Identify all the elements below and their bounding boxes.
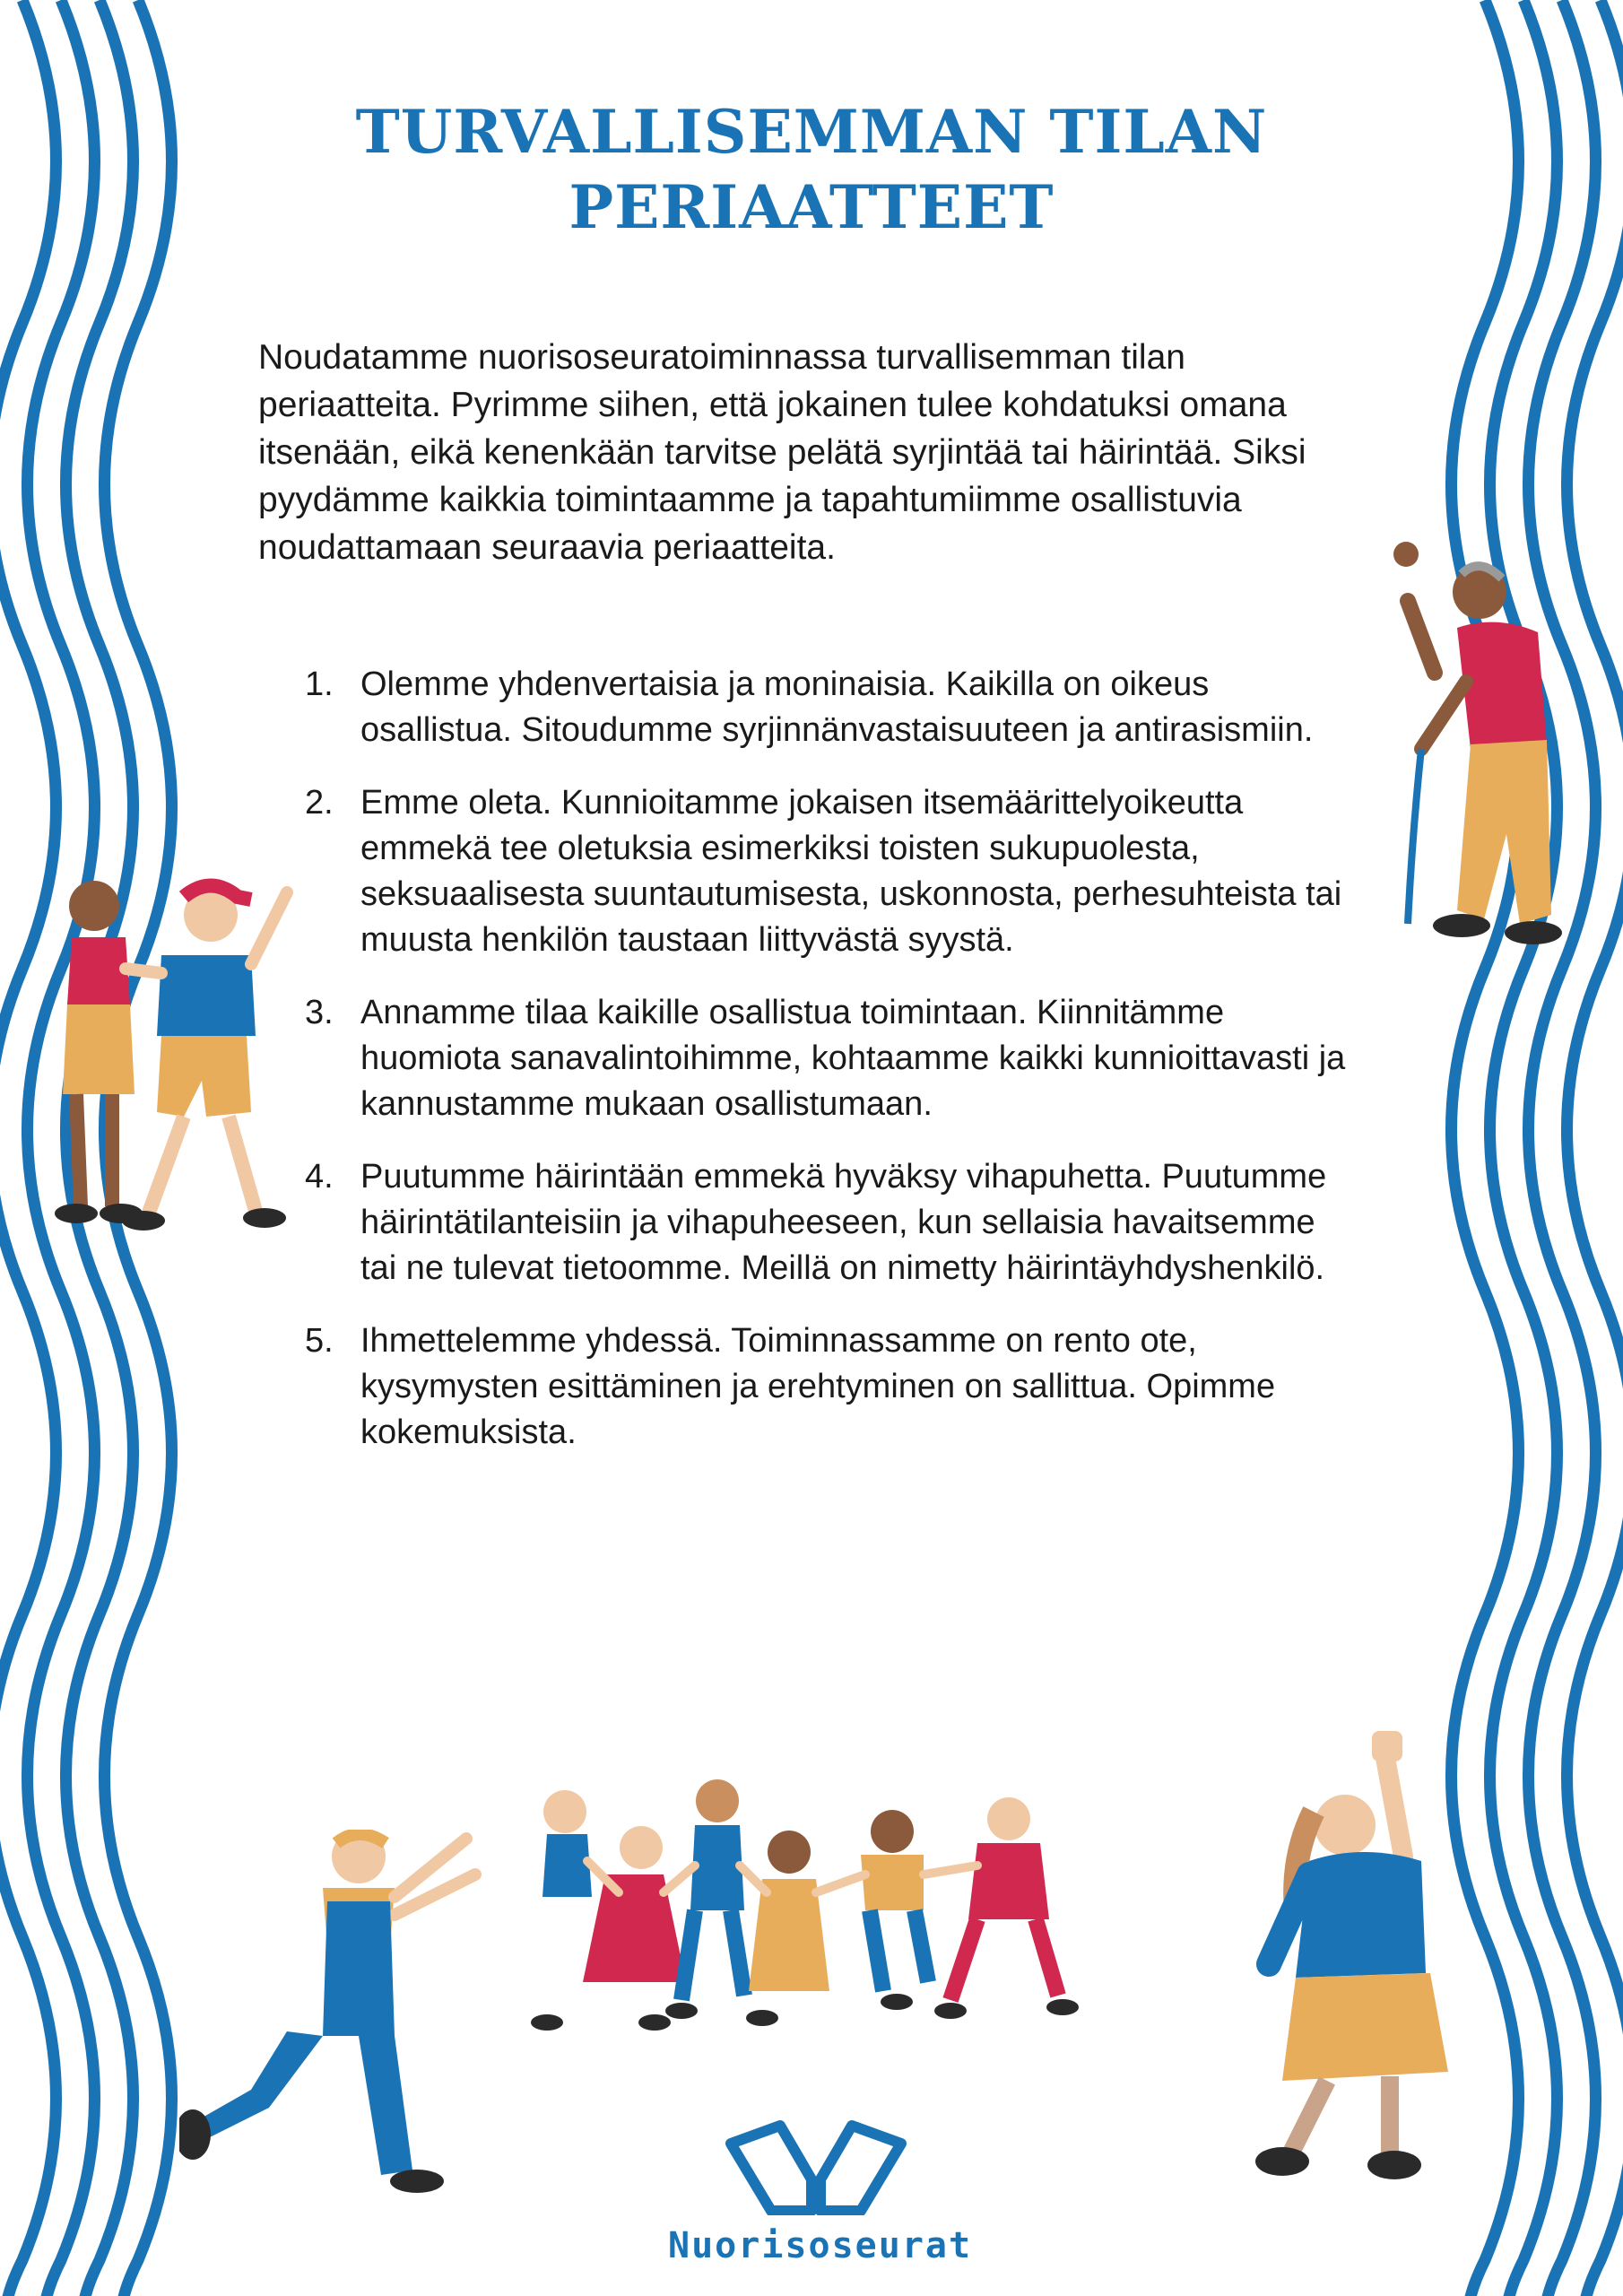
- principle-item: [305, 780, 1354, 963]
- running-person-illustration: [179, 1830, 484, 2215]
- principle-text: Annamme tilaa kaikille osallistua toimintaan. Kiinnitämme huomiota sanavalintoihimme, kohtaamme kaikki kunnioittavasti ja kannustamme mukaan osallistumaan.: [360, 994, 1346, 1123]
- page-title: [341, 94, 1282, 245]
- principle-item: [305, 662, 1354, 753]
- principle-text: Ihmettelemme yhdessä. Toiminnassamme on rento ote, kysymysten esittäminen ja erehtyminen on sallittua. Opimme kokemuksista.: [360, 1322, 1276, 1451]
- principle-text: Emme oleta. Kunnioitamme jokaisen itsemäärittelyoikeutta emmekä tee oletuksia esimerkiksi toisten sukupuolesta, seksuaalisesta suuntautumisesta, uskonnosta, perhesuhteista tai muusta henkilön taustaan liittyvästä syystä.: [360, 784, 1342, 959]
- principle-item: [305, 1318, 1354, 1456]
- waving-man-illustration: [1372, 538, 1569, 978]
- title-line-2: PERIAATTEET: [568, 172, 1055, 242]
- principle-number: 1.: [305, 665, 334, 703]
- principle-number: 4.: [305, 1158, 334, 1196]
- principle-text: Puutumme häirintään emmekä hyväksy vihapuhetta. Puutumme häirintätilanteisiin ja vihapuheeseen, kun sellaisia havaitsemme tai ne tulevat tietoomme. Meillä on nimetty häirintäyhdyshenkilö.: [360, 1158, 1327, 1287]
- principle-item: [305, 1154, 1354, 1292]
- principle-number: 2.: [305, 784, 334, 822]
- principle-item: [305, 990, 1354, 1127]
- nuorisoseurat-logo: [668, 2117, 973, 2266]
- logo-wordmark: Nuorisoseurat: [668, 2225, 973, 2266]
- principle-number: 3.: [305, 994, 334, 1031]
- title-line-1: TURVALLISEMMAN TILAN: [355, 97, 1268, 167]
- intro-paragraph: Noudatamme nuorisoseuratoiminnassa turvallisemman tilan periaatteita. Pyrimme siihen, että jokainen tulee kohdatuksi omana itsenään, eikä kenenkään tarvitse pelätä syrjintää tai häirintää. Siksi pyydämme kaikkia toimintaamme ja tapahtumiimme osallistuvia noudattamaan seuraavia periaatteita.: [258, 338, 1306, 567]
- principle-text: Olemme yhdenvertaisia ja moninaisia. Kaikilla on oikeus osallistua. Sitoudumme syrjinnänvastaisuuteen ja antirasismiin.: [360, 665, 1314, 749]
- logo-mark-icon: [717, 2117, 915, 2215]
- dancing-children-illustration: [520, 1776, 1112, 2054]
- friends-illustration: [27, 874, 305, 1242]
- principles-list: [305, 662, 1354, 1483]
- cheering-woman-illustration: [1211, 1722, 1480, 2206]
- principle-number: 5.: [305, 1322, 334, 1360]
